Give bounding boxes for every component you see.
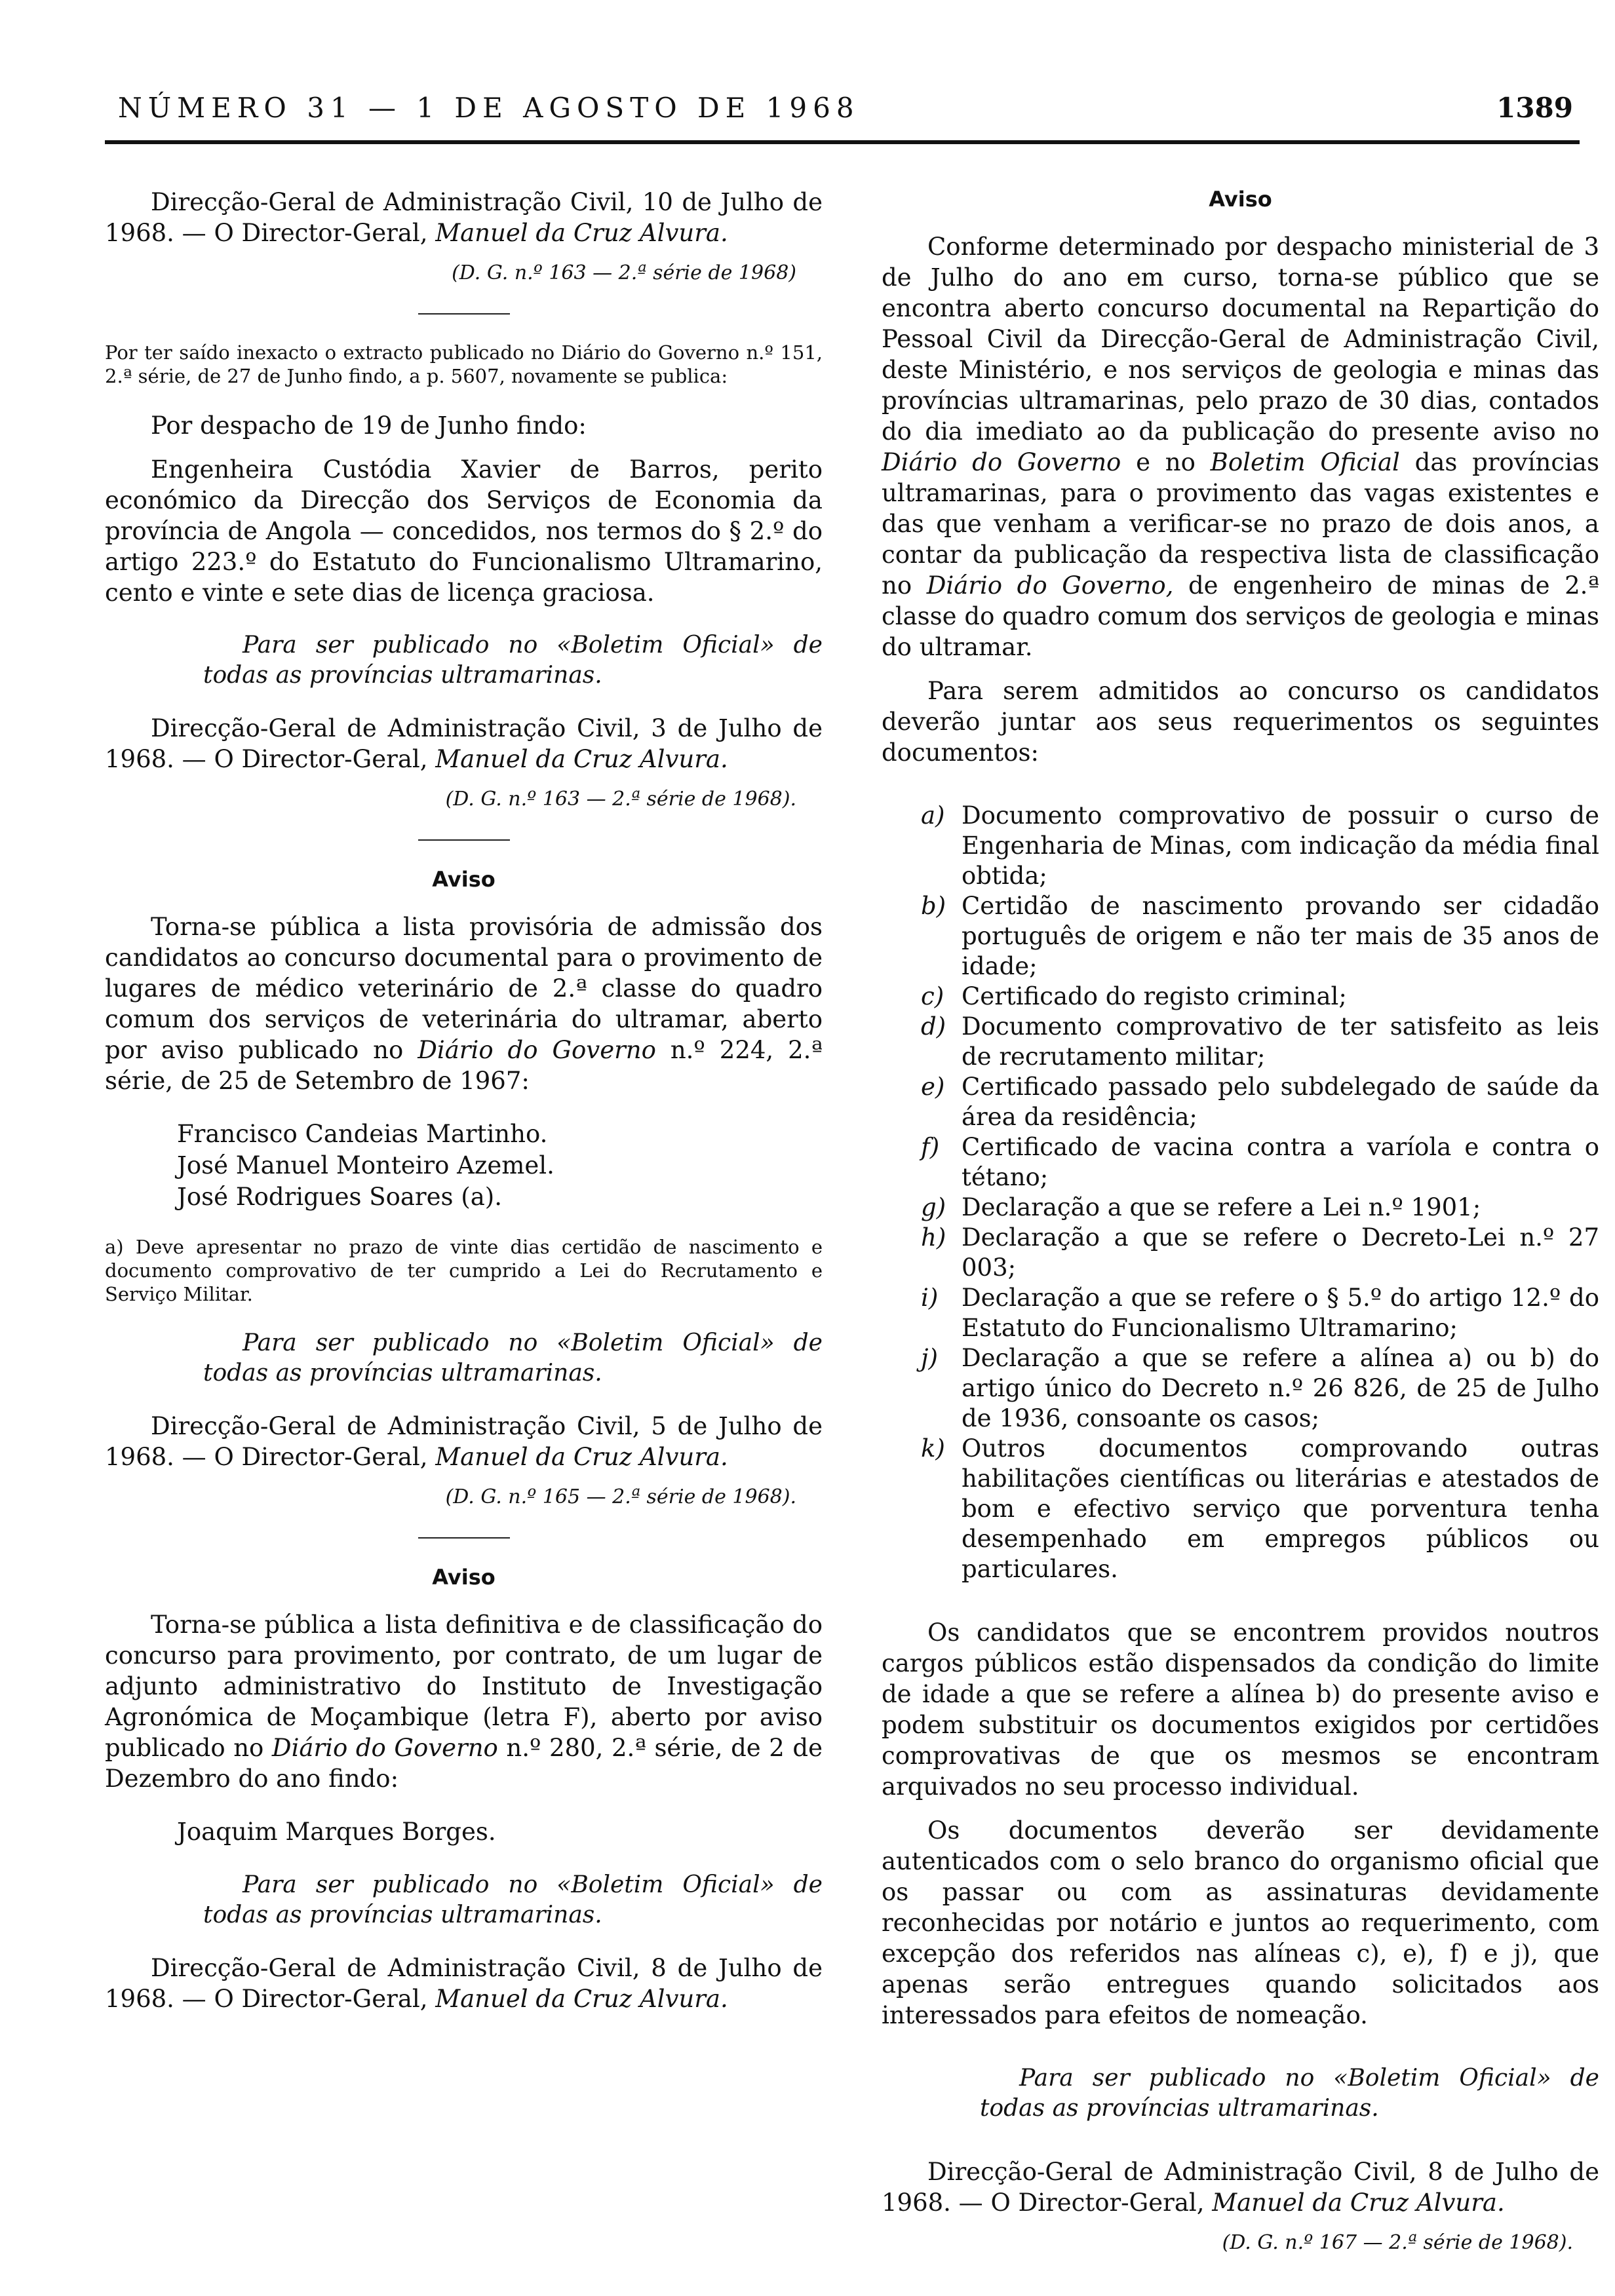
publication-note: Para ser publicado no «Boletim Oficial» de todas as províncias ultramarinas. <box>203 632 823 689</box>
list-item: José Rodrigues Soares (a). <box>177 1183 502 1211</box>
candidate-list <box>105 1119 823 1213</box>
paragraph: Os candidatos que se encontrem providos noutros cargos públicos estão dispensados da condição do limite de idade a que se refere a alínea b) do presente aviso e podem substituir os documentos exigidos por certidões comprovativas de que os mesmos se encontram arquivados no seu processo individual. <box>882 1618 1599 1801</box>
despacho-line: Por despacho de 19 de Junho findo: <box>151 411 587 440</box>
gazette-reference: (D. G. n.º 167 — 2.ª série de 1968). <box>1222 2231 1573 2254</box>
list-item: b) Certidão de nascimento provando ser cidadão português de origem e não ter mais de 35 anos de idade; <box>921 892 1599 980</box>
list-item: h) Declaração a que se refere o Decreto-Lei n.º 27 003; <box>921 1223 1599 1282</box>
list-item: José Manuel Monteiro Azemel. <box>177 1151 555 1179</box>
header-rule <box>105 140 1580 144</box>
separator <box>418 1537 510 1539</box>
list-item: k) Outros documentos comprovando outras habilitações científicas ou literárias e atestados de bom e efectivo serviço que porventura tenha desempenhado em empregos públicos ou particulares. <box>921 1434 1599 1583</box>
right-column <box>882 187 1599 2254</box>
aviso-paragraph: Torna-se pública a lista definitiva e de classificação do concurso para provimento, por contrato, de um lugar de adjunto administrativo do Instituto de Investigação Agronómica de Moçambique (letra F), aberto por aviso publicado no Diário do Governo n.º 280, 2.ª série, de 2 de Dezembro do ano findo: <box>105 1611 823 1793</box>
signature-block: Direcção-Geral de Administração Civil, 8 de Julho de 1968. — O Director-Geral, Manuel da Cruz Alvura. <box>882 2158 1599 2217</box>
requirements-intro: Para serem admitidos ao concurso os candidatos deverão juntar aos seus requerimentos os seguintes documentos: <box>882 677 1599 767</box>
paragraph: Os documentos deverão ser devidamente autenticados com o selo branco do organismo oficial que os passar ou com as assinaturas devidamente reconhecidas por notário e juntos ao requerimento, com excepção dos referidos nas alíneas c), e), f) e j), que apenas serão entregues quando solicitados aos interessados para efeitos de nomeação. <box>882 1816 1599 2029</box>
gazette-reference: (D. G. n.º 163 — 2.ª série de 1968) <box>452 261 796 284</box>
list-item: c) Certificado do registo criminal; <box>921 982 1347 1010</box>
requirements-list <box>882 801 1599 1584</box>
signature-block: Direcção-Geral de Administração Civil, 8 de Julho de 1968. — O Director-Geral, Manuel da Cruz Alvura. <box>105 1954 823 2013</box>
list-item: Francisco Candeias Martinho. <box>177 1120 548 1148</box>
publication-note: Para ser publicado no «Boletim Oficial» de todas as províncias ultramarinas. <box>980 2065 1599 2122</box>
list-item: g) Declaração a que se refere a Lei n.º 1901; <box>921 1193 1481 1221</box>
aviso-heading: Aviso <box>1209 187 1272 212</box>
aviso-heading: Aviso <box>432 1565 496 1590</box>
list-item: d) Documento comprovativo de ter satisfeito as leis de recrutamento militar; <box>921 1012 1599 1071</box>
page-number: 1389 <box>1496 92 1573 124</box>
correction-note: Por ter saído inexacto o extracto publicado no Diário do Governo n.º 151, 2.ª série, de 27 de Junho findo, a p. 5607, novamente se publica: <box>105 341 823 387</box>
page-header <box>118 92 1573 131</box>
footnote: a) Deve apresentar no prazo de vinte dias certidão de nascimento e documento comprovativo de ter cumprido a Lei do Recrutamento e Serviço Militar. <box>105 1236 823 1305</box>
list-item: a) Documento comprovativo de possuir o curso de Engenharia de Minas, com indicação da média final obtida; <box>921 801 1599 890</box>
publication-note: Para ser publicado no «Boletim Oficial» de todas as províncias ultramarinas. <box>203 1871 823 1928</box>
issue-title: NÚMERO 31 — 1 DE AGOSTO DE 1968 <box>118 92 860 124</box>
gazette-reference: (D. G. n.º 163 — 2.ª série de 1968). <box>445 788 796 811</box>
aviso-paragraph: Torna-se pública a lista provisória de admissão dos candidatos ao concurso documental para o provimento de lugares de médico veterinário de 2.ª classe do quadro comum dos serviços de veterinária do ultramar, aberto por aviso publicado no Diário do Governo n.º 224, 2.ª série, de 25 de Setembro de 1967: <box>105 913 823 1095</box>
separator <box>418 313 510 315</box>
licence-paragraph: Engenheira Custódia Xavier de Barros, perito económico da Direcção dos Serviços de Economia da província de Angola — concedidos, nos termos do § 2.º do artigo 223.º do Estatuto do Funcionalismo Ultramarino, cento e vinte e sete dias de licença graciosa. <box>105 455 823 607</box>
aviso-paragraph: Conforme determinado por despacho ministerial de 3 de Julho do ano em curso, torna-se público que se encontra aberto concurso documental na Repartição do Pessoal Civil da Direcção-Geral de Administração Civil, deste Ministério, e nos serviços de geologia e minas das províncias ultramarinas, pelo prazo de 30 dias, contados do dia imediato ao da publicação do presente aviso no Diário do Governo e no Boletim Oficial das províncias ultramarinas, para o provimento das vagas existentes e das que venham a verificar-se no prazo de dois anos, a contar da publicação da respectiva lista de classificação no Diário do Governo, de engenheiro de minas de 2.ª classe do quadro comum dos serviços de geologia e minas do ultramar. <box>882 233 1599 661</box>
signature-block: Direcção-Geral de Administração Civil, 3 de Julho de 1968. — O Director-Geral, Manuel da Cruz Alvura. <box>105 714 823 773</box>
signature-block: Direcção-Geral de Administração Civil, 5 de Julho de 1968. — O Director-Geral, Manuel da Cruz Alvura. <box>105 1412 823 1471</box>
list-item: j) Declaração a que se refere a alínea a) ou b) do artigo único do Decreto n.º 26 826, de 25 de Julho de 1936, consoante os casos; <box>921 1344 1599 1432</box>
publication-note: Para ser publicado no «Boletim Oficial» de todas as províncias ultramarinas. <box>203 1330 823 1387</box>
signature-block: Direcção-Geral de Administração Civil, 10 de Julho de 1968. — O Director-Geral, Manuel da Cruz Alvura. <box>105 188 823 247</box>
aviso-heading: Aviso <box>432 867 496 892</box>
left-column <box>105 187 823 2014</box>
candidate-list <box>105 1816 823 1848</box>
list-item: e) Certificado passado pelo subdelegado de saúde da área da residência; <box>921 1073 1599 1131</box>
list-item: Joaquim Marques Borges. <box>177 1818 496 1846</box>
list-item: i) Declaração a que se refere o § 5.º do artigo 12.º do Estatuto do Funcionalismo Ultramarino; <box>921 1284 1599 1342</box>
separator <box>418 839 510 841</box>
list-item: f) Certificado de vacina contra a varíola e contra o tétano; <box>921 1133 1599 1191</box>
gazette-reference: (D. G. n.º 165 — 2.ª série de 1968). <box>445 1485 796 1508</box>
